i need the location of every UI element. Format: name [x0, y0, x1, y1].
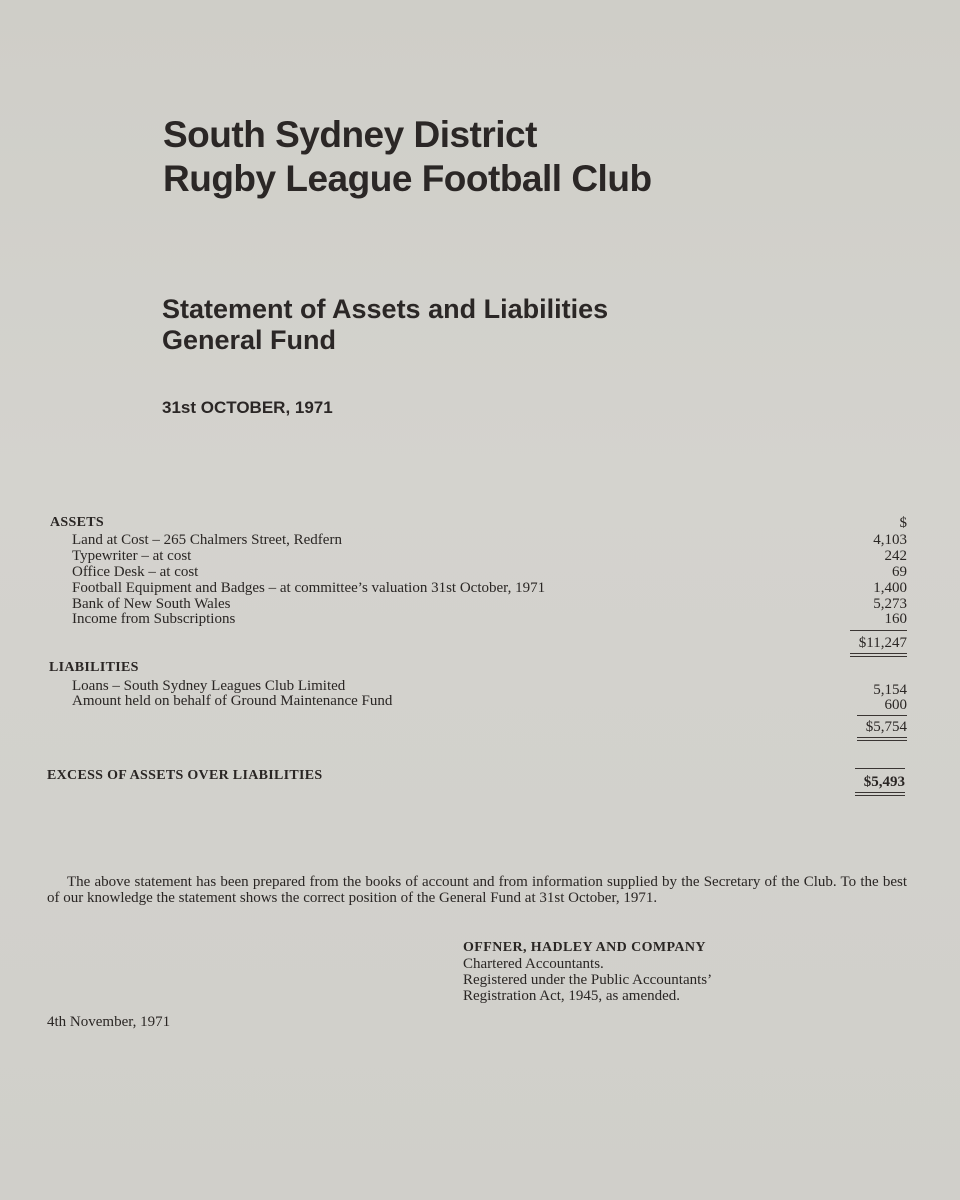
excess-double-rule-top: [855, 792, 905, 793]
liabilities-heading-row: [0, 660, 960, 676]
excess-amount: $5,493: [863, 774, 905, 790]
table-row: [0, 596, 960, 612]
total-double-rule-top: [857, 737, 907, 738]
statement-title-line1: Statement of Assets and Liabilities: [162, 294, 609, 324]
assets-total-row: [0, 635, 960, 651]
auditor-line2: Registered under the Public Accountants’: [463, 972, 713, 988]
asset-label: Office Desk – at cost: [72, 564, 199, 580]
table-row: [0, 697, 960, 713]
liability-label: Loans – South Sydney Leagues Club Limited: [72, 678, 346, 694]
asset-label: Land at Cost – 265 Chalmers Street, Redfern: [72, 532, 342, 548]
auditor-statement: The above statement has been prepared from the books of account and from information supplied by the Secretary of the Club. To the best of our knowledge the statement shows the correct position of the General Fund at 31st October, 1971.: [47, 874, 907, 906]
statement-title: [162, 294, 608, 356]
asset-label: Football Equipment and Badges – at committee’s valuation 31st October, 1971: [72, 580, 546, 596]
subtotal-rule: [850, 630, 907, 631]
auditor-line3: Registration Act, 1945, as amended.: [463, 988, 681, 1004]
liability-amount: 600: [884, 697, 907, 713]
asset-amount: 160: [884, 611, 907, 627]
excess-label: EXCESS OF ASSETS OVER LIABILITIES: [47, 768, 323, 783]
table-row: [0, 548, 960, 564]
liabilities-total-row: [0, 719, 960, 735]
auditor-line1: Chartered Accountants.: [463, 956, 604, 972]
liability-amount: 5,154: [873, 682, 907, 698]
table-row: [0, 611, 960, 627]
excess-double-rule-bottom: [855, 795, 905, 796]
total-double-rule-bottom: [857, 740, 907, 741]
asset-amount: 5,273: [873, 596, 907, 612]
club-name-line1: South Sydney District: [163, 114, 537, 155]
liabilities-heading: LIABILITIES: [49, 660, 139, 675]
table-row: [0, 532, 960, 548]
assets-heading-row: [0, 515, 960, 531]
table-row: [0, 564, 960, 580]
assets-total: $11,247: [858, 635, 907, 651]
excess-amount-row: [0, 774, 960, 790]
club-name: [163, 113, 652, 201]
table-row: [0, 580, 960, 596]
asset-amount: 242: [884, 548, 907, 564]
subtotal-rule: [857, 715, 907, 716]
liability-label: Amount held on behalf of Ground Maintenance Fund: [72, 693, 393, 709]
statement-title-line2: General Fund: [162, 325, 337, 355]
auditor-name: OFFNER, HADLEY AND COMPANY: [463, 940, 706, 955]
assets-heading: ASSETS: [50, 515, 104, 530]
asset-amount: 69: [892, 564, 907, 580]
asset-label: Income from Subscriptions: [72, 611, 236, 627]
liabilities-total: $5,754: [865, 719, 907, 735]
statement-date: 31st OCTOBER, 1971: [162, 398, 333, 417]
total-double-rule-top: [850, 653, 907, 654]
total-double-rule-bottom: [850, 656, 907, 657]
currency-symbol: $: [899, 515, 907, 531]
asset-label: Typewriter – at cost: [72, 548, 192, 564]
club-name-line2: Rugby League Football Club: [163, 158, 652, 199]
asset-amount: 1,400: [873, 580, 907, 596]
asset-label: Bank of New South Wales: [72, 596, 231, 612]
asset-amount: 4,103: [873, 532, 907, 548]
signed-date: 4th November, 1971: [47, 1014, 171, 1030]
auditor-block: [463, 940, 712, 1004]
